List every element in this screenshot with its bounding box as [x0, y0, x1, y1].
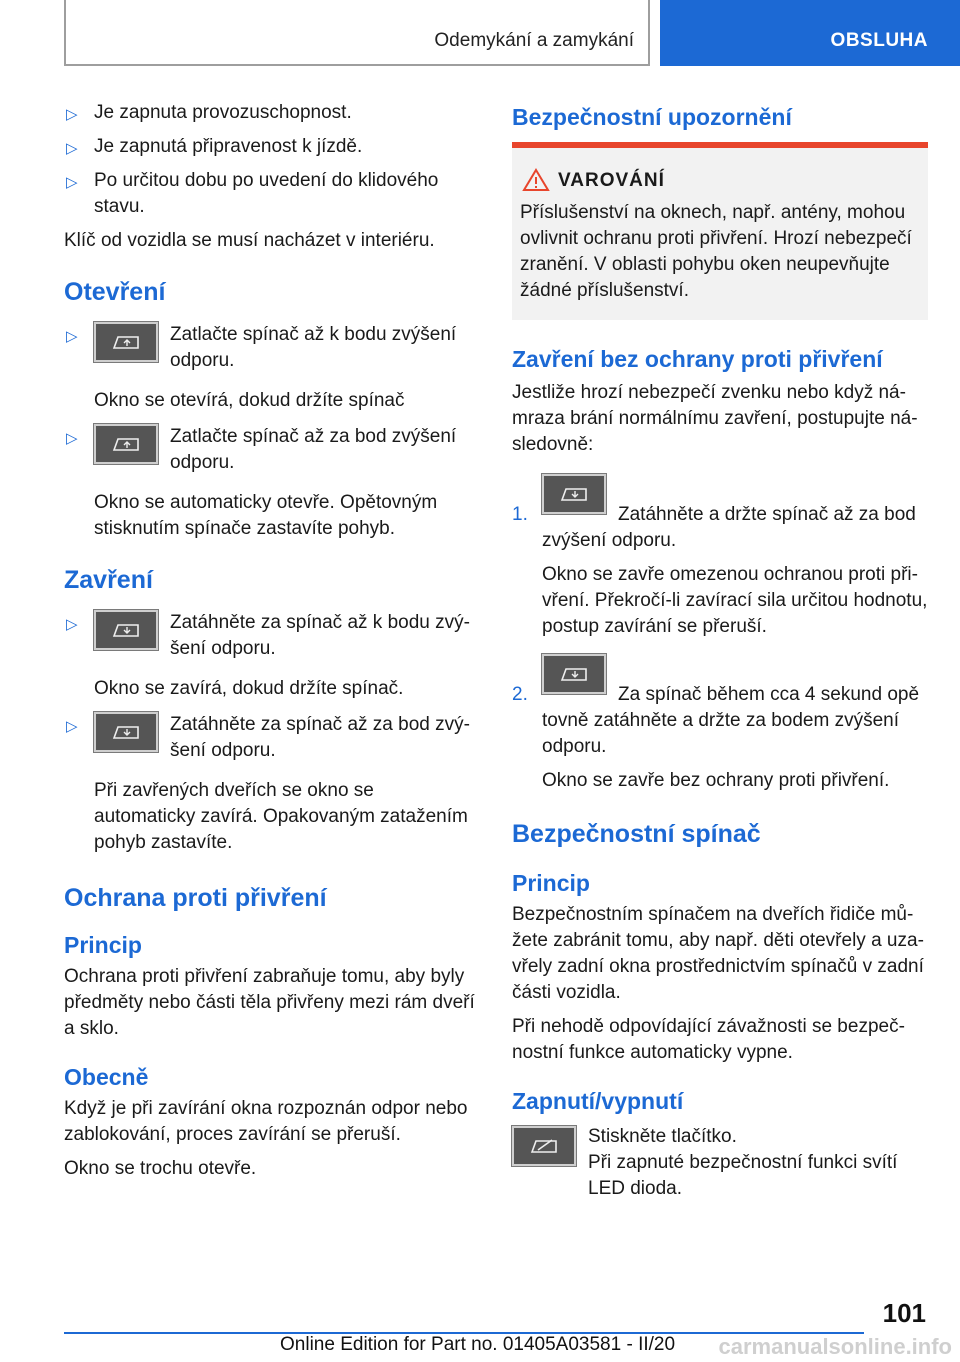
- window-switch-icon: [542, 474, 606, 514]
- heading-safety-notes: Bezpečnostní upozornění: [512, 104, 792, 130]
- triangle-bullet-icon: ▷: [66, 106, 78, 123]
- general-text-1: Když je při zavírání okna rozpoznán odpor nebo zablokování, proces zavírání se přeruší.: [64, 1098, 468, 1145]
- header-section-title: Odemykání a zamykání: [434, 30, 634, 51]
- heading-close: Zavření: [64, 566, 153, 594]
- close-step-2-note: Při zavřených dveřích se okno se automaticky zavírá. Opakovaným zatažením pohyb zastavíte.: [94, 780, 468, 853]
- open-step-1-note: Okno se otevírá, dokud držíte spínač: [94, 390, 405, 411]
- general-text-2: Okno se trochu otevře.: [64, 1158, 257, 1179]
- safety-switch-principle-text-2: Při nehodě odpovídající závažnosti se bezpečnostní funkce automaticky vypne.: [512, 1016, 905, 1063]
- safety-switch-principle-text: Bezpečnostním spínačem na dveřích řidiče můžete zabránit tomu, aby např. děti otevřely a uzavřely zadní okna prostřednictvím spínačů v zadní části vozidla.: [512, 904, 924, 1003]
- on-off-text: Při zapnuté bezpečnostní funkci svítí LED dioda.: [588, 1152, 898, 1199]
- warning-triangle-icon: [522, 168, 550, 192]
- triangle-bullet-icon: ▷: [66, 430, 78, 447]
- warning-box: [512, 142, 928, 320]
- warning-title: VAROVÁNÍ: [520, 168, 920, 194]
- triangle-bullet-icon: ▷: [66, 174, 78, 191]
- heading-safety-switch: Bezpečnostní spínač: [512, 820, 761, 848]
- child-lock-switch-icon: [512, 1126, 576, 1166]
- heading-open: Otevření: [64, 278, 166, 306]
- list-item: ▷ Po určitou dobu po uvedení do klidového stavu.: [66, 170, 439, 217]
- warning-text: Příslušenství na oknech, např. antény, mohou ovlivnit ochranu proti přivření. Hrozí nebezpečí zranění. V oblasti pohybu oken neupevňujte žádné příslušenství.: [520, 202, 912, 301]
- on-off-block: Stiskněte tlačítko. Při zapnuté bezpečnostní funkci svítí LED dioda.: [512, 1124, 928, 1202]
- left-column: [64, 100, 480, 1190]
- page-number: 101: [882, 1298, 926, 1328]
- close-step-1-note: Okno se zavírá, dokud držíte spínač.: [94, 678, 404, 699]
- close-step-2: ▷ Zatáhněte za spínač až za bod zvýšení odporu.: [66, 714, 470, 761]
- window-switch-icon: [94, 322, 158, 362]
- window-switch-icon: [542, 654, 606, 694]
- open-step-2-note: Okno se automaticky otevře. Opětovným stisknutím spínače zastavíte pohyb.: [94, 492, 438, 539]
- triangle-bullet-icon: ▷: [66, 140, 78, 157]
- window-switch-icon: [94, 610, 158, 650]
- open-step-1: ▷ Zatlačte spínač až k bodu zvýšení odporu.: [66, 324, 457, 371]
- close-step-1: ▷ Zatáhněte za spínač až k bodu zvýšení odporu.: [66, 612, 470, 659]
- header-section-box: [64, 0, 650, 66]
- right-column: [512, 100, 928, 1202]
- principle-text: Ochrana proti přivření zabraňuje tomu, aby byly předměty nebo části těla přivřeny mezi rám dveří a sklo.: [64, 966, 475, 1039]
- numbered-step-2: 2. Za spínač během cca 4 sekund opě tovně zatáhněte a držte za bodem zvýšení odporu. Okno se zavře bez ochrany proti přivření.: [512, 654, 928, 794]
- triangle-bullet-icon: ▷: [66, 718, 78, 735]
- heading-principle-right: Princip: [512, 870, 590, 896]
- triangle-bullet-icon: ▷: [66, 328, 78, 345]
- header-chapter-tab: [660, 0, 960, 66]
- list-item: ▷ Je zapnuta provozuschopnost.: [64, 100, 480, 126]
- triangle-bullet-icon: ▷: [66, 616, 78, 633]
- heading-pinch-protection: Ochrana proti přivření: [64, 884, 327, 912]
- close-without-protection-intro: Jestliže hrozí nebezpečí zvenku nebo když námraza brání normálnímu zavření, postupujte následovně:: [512, 382, 918, 455]
- list-item: ▷ Je zapnutá připravenost k jízdě.: [64, 134, 480, 160]
- footer-edition: Online Edition for Part no. 01405A03581 - II/20: [280, 1334, 676, 1355]
- heading-close-without-protection: Zavření bez ochrany proti přivření: [512, 346, 883, 372]
- heading-principle: Princip: [64, 932, 142, 958]
- open-step-2: ▷ Zatlačte spínač až za bod zvýšení odporu.: [66, 426, 457, 473]
- numbered-step-1: 1. Zatáhněte a držte spínač až za bod zvýšení odporu. Okno se zavře omezenou ochranou proti přivření. Překročí-li zavírací sila určitou hodnotu, postup zavírání se přeruší.: [512, 474, 928, 640]
- heading-on-off: Zapnutí/vypnutí: [512, 1088, 684, 1114]
- window-switch-icon: [94, 424, 158, 464]
- heading-general: Obecně: [64, 1064, 149, 1090]
- header-chapter-label: OBSLUHA: [830, 30, 928, 51]
- window-switch-icon: [94, 712, 158, 752]
- watermark: carmanualsonline.info: [718, 1334, 952, 1359]
- key-note: Klíč od vozidla se musí nacházet v interiéru.: [64, 230, 435, 251]
